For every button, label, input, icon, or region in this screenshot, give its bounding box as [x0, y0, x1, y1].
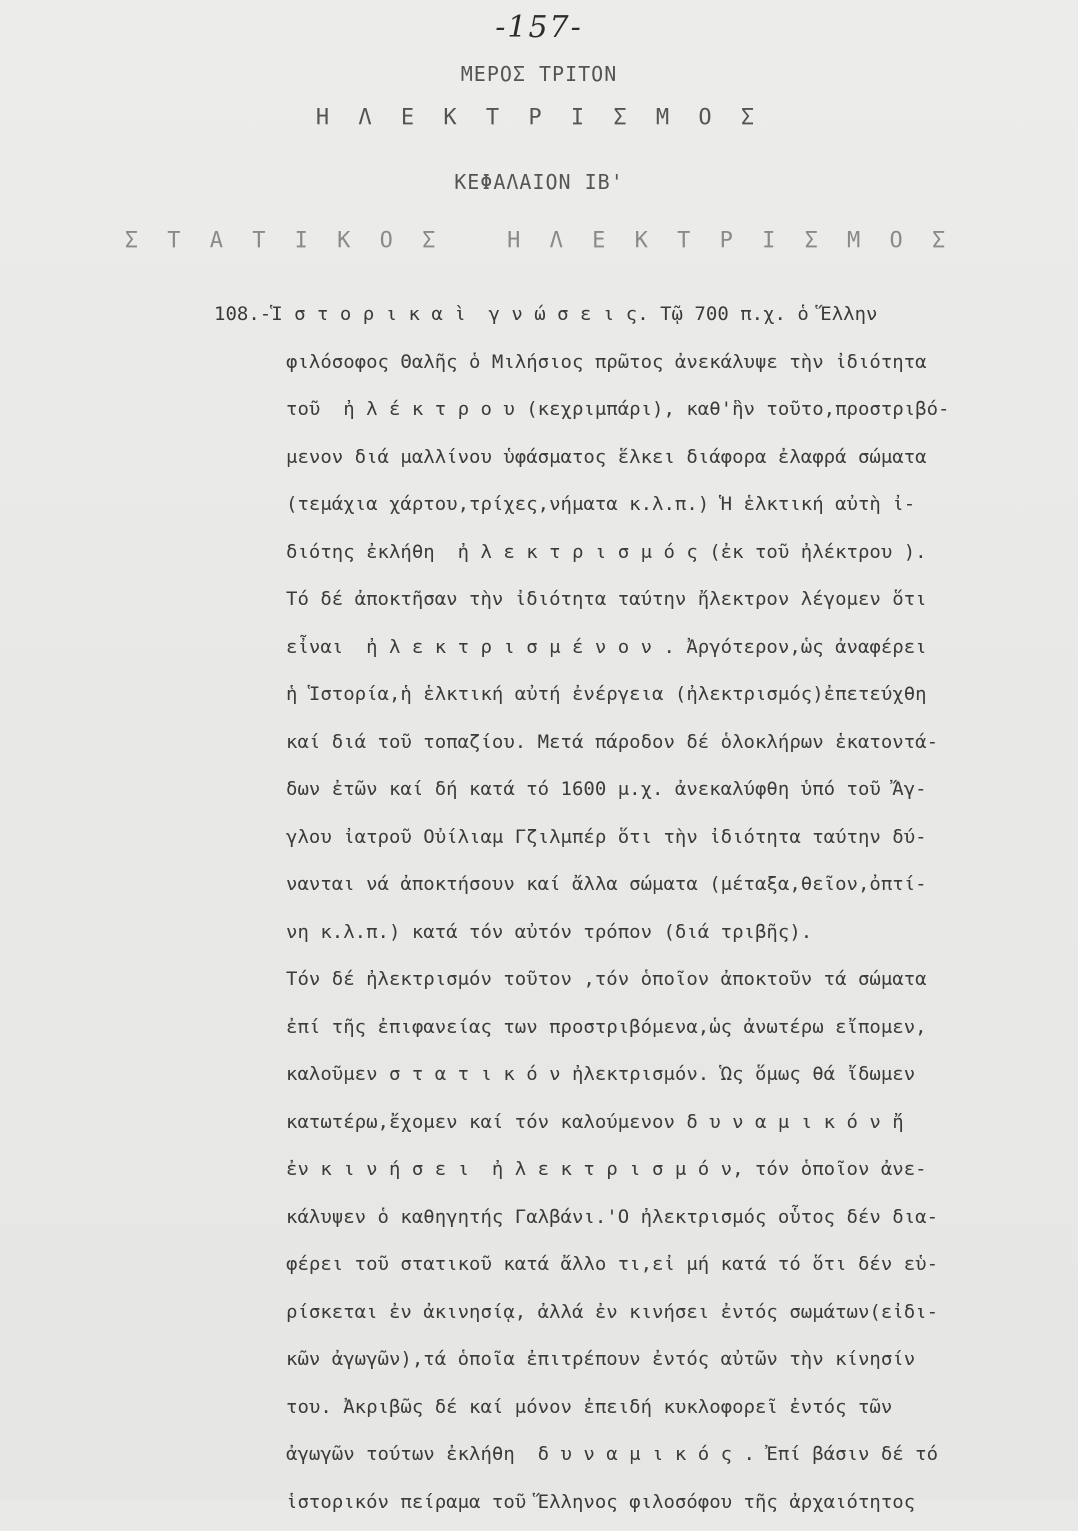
text-line: ἐν κ ι ν ή σ ε ι ἠ λ ε κ τ ρ ι σ μ ό ν, τόν ὁποῖον ἀνε-: [214, 1151, 1044, 1199]
text-line: διότης ἐκλήθη ἠ λ ε κ τ ρ ι σ μ ό ς (ἐκ τοῦ ἠλέκτρου ).: [214, 534, 1044, 582]
text-line: καλοῦμεν σ τ α τ ι κ ό ν ἠλεκτρισμόν. Ὡς ὅμως θά ἴδωμεν: [214, 1056, 1044, 1104]
text-line: δων ἐτῶν καί δή κατά τό 1600 μ.χ. ἀνεκαλύφθη ὑπό τοῦ Ἄγ-: [214, 771, 1044, 819]
subject-heading: Η Λ Ε Κ Τ Ρ Ι Σ Μ Ο Σ: [0, 105, 1078, 130]
text-line: (τεμάχια χάρτου,τρίχες,νήματα κ.λ.π.) Ἡ ἑλκτική αὐτὴ ἰ-: [214, 486, 1044, 534]
text-line: κατωτέρω,ἔχομεν καί τόν καλούμενον δ υ ν α μ ι κ ό ν ἤ: [214, 1104, 1044, 1152]
text-line: νανται νά ἀποκτήσουν καί ἄλλα σώματα (μέταξα,θεῖον,ὀπτί-: [214, 866, 1044, 914]
part-heading: ΜΕΡΟΣ ΤΡΙΤΟΝ: [0, 62, 1078, 86]
text-line: ἀγωγῶν τούτων ἐκλήθη δ υ ν α μ ι κ ό ς . Ἐπί βάσιν δέ τό: [214, 1436, 1044, 1484]
text-line: γλου ἰατροῦ Οὐίλιαμ Γζιλμπέρ ὅτι τὴν ἰδιότητα ταύτην δύ-: [214, 819, 1044, 867]
text-line: ἱστορικόν πείραμα τοῦ Ἕλληνος φιλοσόφου τῆς ἀρχαιότητος: [214, 1484, 1044, 1531]
body-text: [214, 296, 1044, 1531]
text-line: ἐπί τῆς ἐπιφανείας των προστριβόμενα,ὡς ἀνωτέρω εἴπομεν,: [214, 1009, 1044, 1057]
text-line: κάλυψεν ὁ καθηγητής Γαλβάνι.'Ο ἠλεκτρισμός οὗτος δέν δια-: [214, 1199, 1044, 1247]
text-line: εἶναι ἠ λ ε κ τ ρ ι σ μ έ ν ο ν . Ἀργότερον,ὡς ἀναφέρει: [214, 629, 1044, 677]
text-line: Τό δέ ἀποκτῆσαν τὴν ἰδιότητα ταύτην ἤλεκτρον λέγομεν ὅτι: [214, 581, 1044, 629]
text-line: ρίσκεται ἐν ἀκινησίᾳ, ἀλλά ἐν κινήσει ἐντός σωμάτων(εἰδι-: [214, 1294, 1044, 1342]
text-line: καί διά τοῦ τοπαζίου. Μετά πάροδον δέ ὁλοκλήρων ἑκατοντά-: [214, 724, 1044, 772]
text-line: φιλόσοφος Θαλῆς ὁ Μιλήσιος πρῶτος ἀνεκάλυψε τὴν ἰδιότητα: [214, 344, 1044, 392]
chapter-heading: ΚΕΦΑΛΑΙΟΝ ΙΒ': [0, 170, 1078, 194]
text-line: ἡ Ἱστορία,ἡ ἑλκτική αὐτή ἐνέργεια (ἠλεκτρισμός)ἐπετεύχθη: [214, 676, 1044, 724]
text-line: 108.-Ἱ σ τ ο ρ ι κ α ὶ γ ν ώ σ ε ι ς. Τῷ 700 π.χ. ὁ Ἕλλην: [214, 296, 1044, 344]
chapter-title: Σ Τ Α Τ Ι Κ Ο Σ Η Λ Ε Κ Τ Ρ Ι Σ Μ Ο Σ: [0, 228, 1078, 253]
text-line: Τόν δέ ἠλεκτρισμόν τοῦτον ,τόν ὁποῖον ἀποκτοῦν τά σώματα: [214, 961, 1044, 1009]
text-line: φέρει τοῦ στατικοῦ κατά ἄλλο τι,εἰ μή κατά τό ὅτι δέν εὑ-: [214, 1246, 1044, 1294]
text-line: νη κ.λ.π.) κατά τόν αὐτόν τρόπον (διά τριβῆς).: [214, 914, 1044, 962]
text-line: του. Ἀκριβῶς δέ καί μόνον ἐπειδή κυκλοφορεῖ ἐντός τῶν: [214, 1389, 1044, 1437]
page-number: -157-: [0, 10, 1078, 45]
text-line: μενον διά μαλλίνου ὑφάσματος ἕλκει διάφορα ἐλαφρά σώματα: [214, 439, 1044, 487]
text-line: κῶν ἀγωγῶν),τά ὁποῖα ἐπιτρέπουν ἐντός αὐτῶν τὴν κίνησίν: [214, 1341, 1044, 1389]
text-line: τοῦ ἠ λ έ κ τ ρ ο υ (κεχριμπάρι), καθ'ἣν τοῦτο,προστριβό-: [214, 391, 1044, 439]
